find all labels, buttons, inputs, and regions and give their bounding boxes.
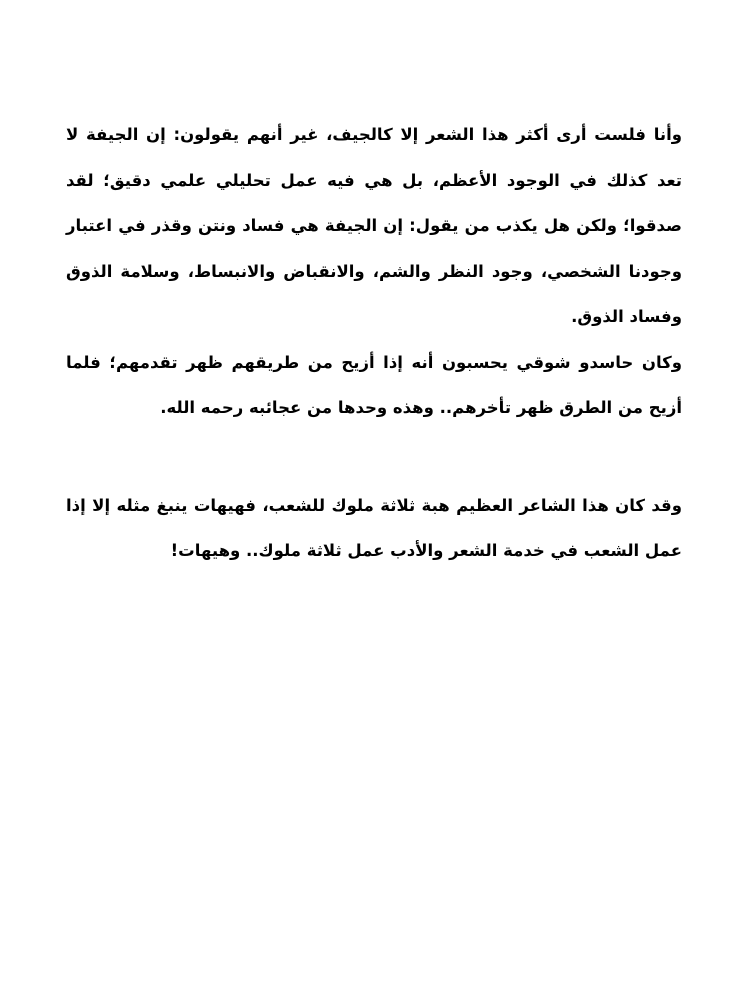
paragraph-1: وأنا فلست أرى أكثر هذا الشعر إلا كالجيف، غير أنهم يقولون: إن الجيفة لا تعد كذلك في الوجود الأعظم، بل هي فيه عمل تحليلي علمي دقيق؛ لقد صدقوا؛ ولكن هل يكذب من يقول: إن الجيفة هي فساد ونتن وقذر في اعتبار وجودنا الشخصي، وجود النظر والشم، والانقباض والانبساط، وسلامة الذوق وفساد الذوق. bbox=[66, 125, 682, 326]
document-page bbox=[66, 112, 682, 574]
paragraph-3: وقد كان هذا الشاعر العظيم هبة ثلاثة ملوك للشعب، فهيهات ينبغ مثله إلا إذا عمل الشعب في خدمة الشعر والأدب عمل ثلاثة ملوك.. وهيهات! bbox=[66, 495, 682, 560]
paragraph-2: وكان حاسدو شوقي يحسبون أنه إذا أزيح من طريقهم ظهر تقدمهم؛ فلما أزيح من الطرق ظهر تأخرهم.. وهذه وحدها من عجائبه رحمه الله. bbox=[66, 352, 682, 417]
